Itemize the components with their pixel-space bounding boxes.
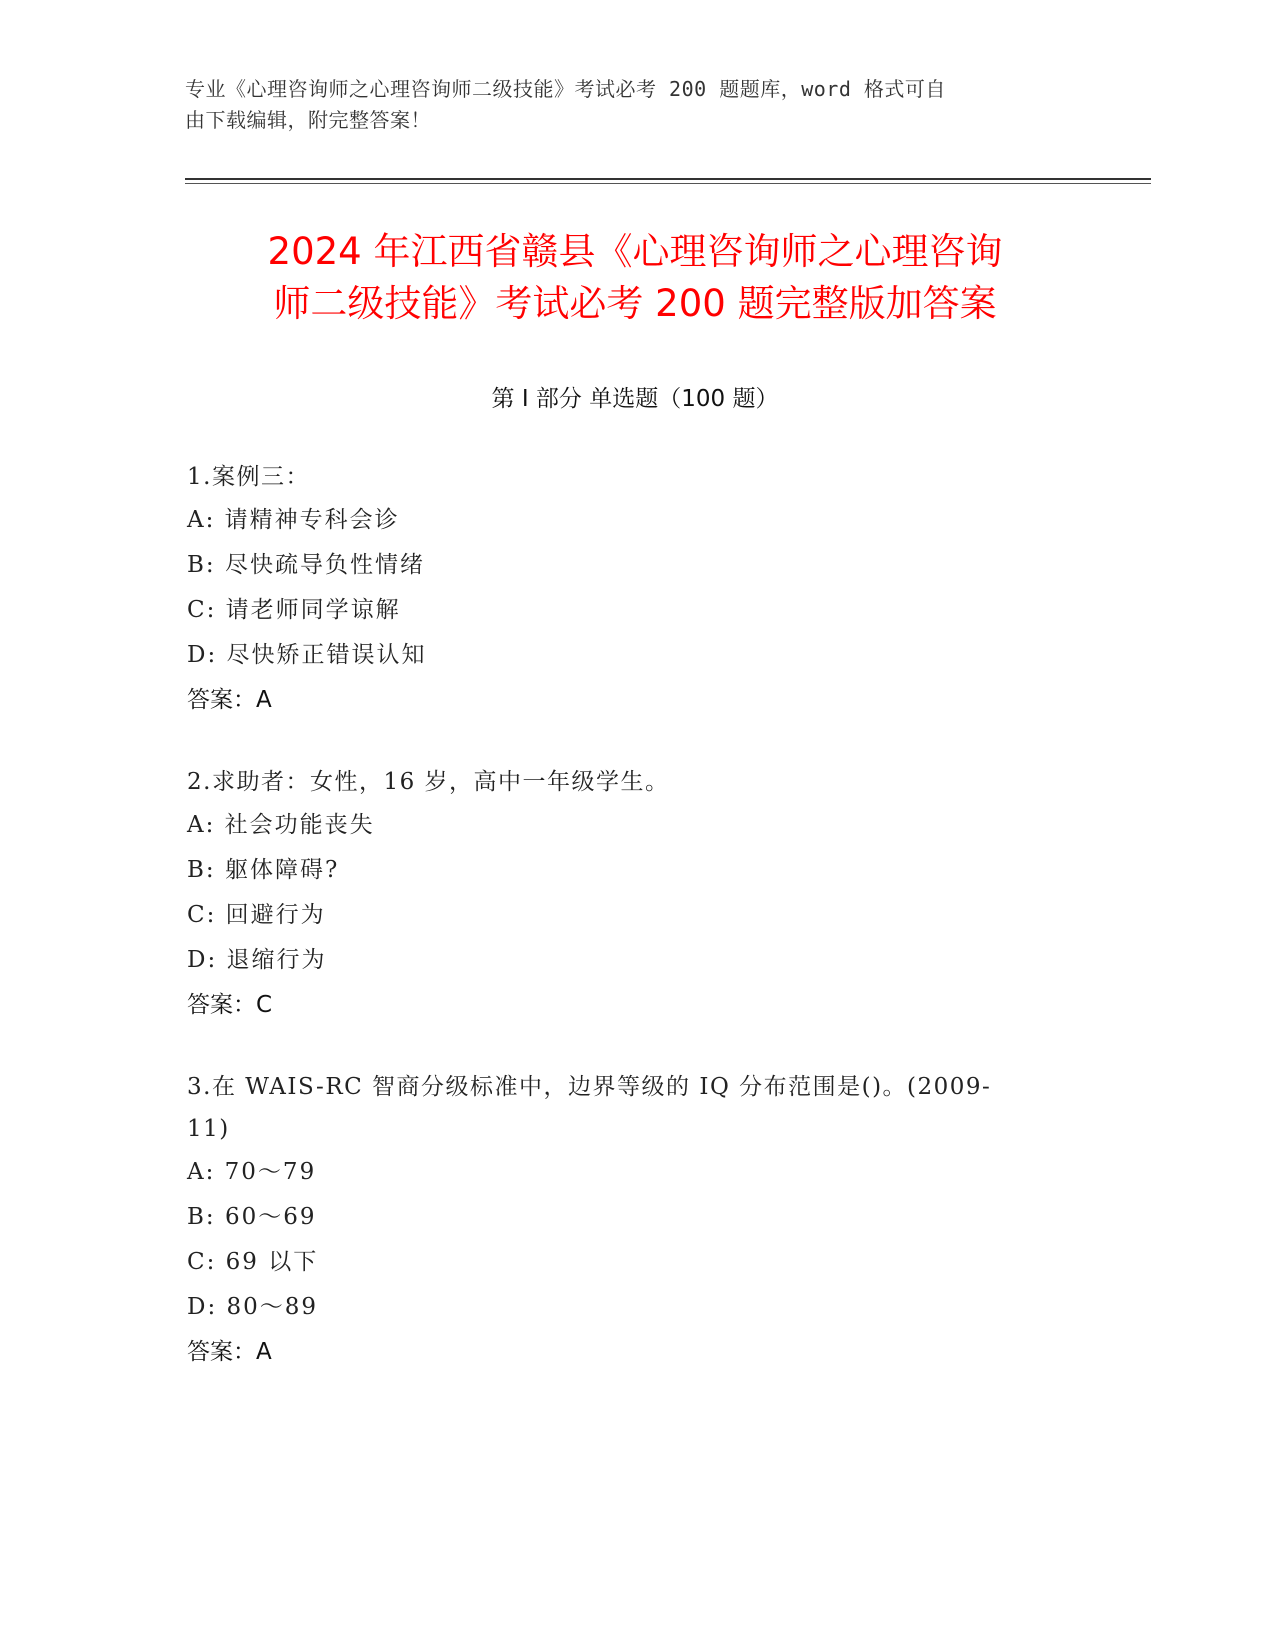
option-c: C: 69 以下 bbox=[187, 1249, 319, 1275]
question-item bbox=[187, 761, 1067, 1028]
option-d: D: 尽快矫正错误认知 bbox=[187, 642, 427, 668]
answer-label: 答案：A bbox=[187, 1339, 272, 1365]
option-a: A: 请精神专科会诊 bbox=[187, 507, 400, 533]
section-heading: 第 I 部分 单选题（100 题） bbox=[491, 386, 779, 412]
question-text: 2.求助者：女性，16 岁，高中一年级学生。 bbox=[187, 769, 670, 795]
question-item bbox=[187, 1066, 1067, 1375]
title-line: 2024 年江西省赣县《心理咨询师之心理咨询 bbox=[267, 230, 1003, 273]
question-item bbox=[187, 456, 1067, 723]
option-b: B: 60～69 bbox=[187, 1204, 317, 1230]
option-a: A: 70～79 bbox=[187, 1159, 317, 1185]
option-a: A: 社会功能丧失 bbox=[187, 812, 375, 838]
option-b: B: 躯体障碍? bbox=[187, 857, 340, 883]
question-text-continued: 11) bbox=[187, 1116, 230, 1142]
option-c: C: 请老师同学谅解 bbox=[187, 597, 401, 623]
title-line: 师二级技能》考试必考 200 题完整版加答案 bbox=[273, 282, 997, 325]
header-note-line: 由下载编辑，附完整答案！ bbox=[185, 108, 431, 132]
header-note-line: 专业《心理咨询师之心理咨询师二级技能》考试必考 200 题题库，word 格式可自 bbox=[185, 77, 946, 101]
option-b: B: 尽快疏导负性情绪 bbox=[187, 552, 425, 578]
answer-label: 答案：C bbox=[187, 992, 273, 1018]
header-divider bbox=[185, 178, 1151, 180]
option-d: D: 退缩行为 bbox=[187, 947, 327, 973]
document-title bbox=[185, 226, 1085, 330]
question-text: 3.在 WAIS-RC 智商分级标准中，边界等级的 IQ 分布范围是()。(2009- bbox=[187, 1074, 992, 1100]
question-text: 1.案例三： bbox=[187, 464, 310, 490]
option-c: C: 回避行为 bbox=[187, 902, 326, 928]
option-d: D: 80～89 bbox=[187, 1294, 319, 1320]
header-note bbox=[185, 74, 1065, 136]
answer-label: 答案：A bbox=[187, 687, 272, 713]
header-divider-thin bbox=[185, 183, 1151, 184]
